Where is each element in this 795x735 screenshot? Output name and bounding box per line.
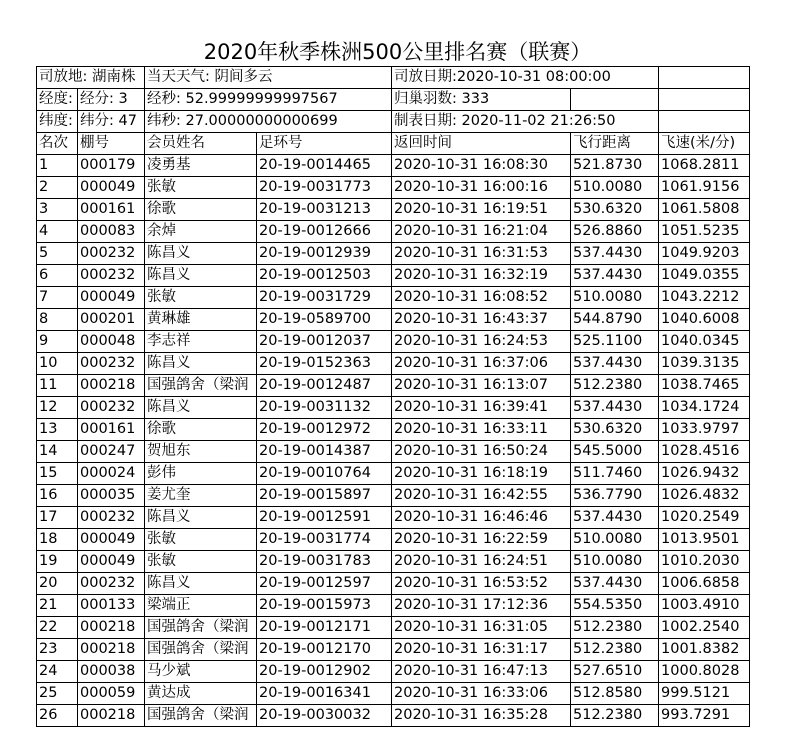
latitude-label: 纬度: <box>37 111 78 133</box>
speed-cell: 1040.6008 <box>659 309 750 331</box>
table-row <box>37 485 750 507</box>
empty-cell <box>659 67 750 89</box>
table-row <box>37 265 750 287</box>
return-time-cell: 2020-10-31 16:46:46 <box>392 507 571 529</box>
distance-cell: 525.1100 <box>571 331 659 353</box>
rank-cell: 7 <box>37 287 78 309</box>
member-name-cell: 陈昌义 <box>145 265 257 287</box>
member-name-cell: 张敏 <box>145 177 257 199</box>
distance-cell: 545.5000 <box>571 441 659 463</box>
distance-cell: 512.2380 <box>571 375 659 397</box>
rank-cell: 15 <box>37 463 78 485</box>
speed-cell: 993.7291 <box>659 705 750 727</box>
birds-returned: 归巢羽数: 333 <box>392 89 571 111</box>
ring-no-cell: 20-19-0589700 <box>257 309 392 331</box>
member-name-cell: 张敏 <box>145 551 257 573</box>
rank-cell: 6 <box>37 265 78 287</box>
header-distance: 飞行距离 <box>571 133 659 155</box>
rank-cell: 5 <box>37 243 78 265</box>
distance-cell: 537.4430 <box>571 243 659 265</box>
rank-cell: 11 <box>37 375 78 397</box>
return-time-cell: 2020-10-31 16:18:19 <box>392 463 571 485</box>
loft-no-cell: 000161 <box>78 419 145 441</box>
header-speed: 飞速(米/分) <box>659 133 750 155</box>
member-name-cell: 彭伟 <box>145 463 257 485</box>
loft-no-cell: 000218 <box>78 705 145 727</box>
return-time-cell: 2020-10-31 16:24:51 <box>392 551 571 573</box>
results-table <box>36 66 750 727</box>
speed-cell: 1061.5808 <box>659 199 750 221</box>
loft-no-cell: 000133 <box>78 595 145 617</box>
member-name-cell: 国强鸽舍（梁润 <box>145 375 257 397</box>
header-rank: 名次 <box>37 133 78 155</box>
table-row <box>37 595 750 617</box>
distance-cell: 537.4430 <box>571 353 659 375</box>
return-time-cell: 2020-10-31 16:39:41 <box>392 397 571 419</box>
speed-cell: 999.5121 <box>659 683 750 705</box>
member-name-cell: 徐歌 <box>145 419 257 441</box>
ring-no-cell: 20-19-0012170 <box>257 639 392 661</box>
distance-cell: 530.6320 <box>571 419 659 441</box>
loft-no-cell: 000049 <box>78 287 145 309</box>
return-time-cell: 2020-10-31 16:00:16 <box>392 177 571 199</box>
member-name-cell: 陈昌义 <box>145 397 257 419</box>
speed-cell: 1033.9797 <box>659 419 750 441</box>
rank-cell: 8 <box>37 309 78 331</box>
rank-cell: 17 <box>37 507 78 529</box>
loft-no-cell: 000024 <box>78 463 145 485</box>
info-row-latitude <box>37 111 750 133</box>
header-member-name: 会员姓名 <box>145 133 257 155</box>
loft-no-cell: 000035 <box>78 485 145 507</box>
loft-no-cell: 000038 <box>78 661 145 683</box>
member-name-cell: 余焯 <box>145 221 257 243</box>
speed-cell: 1034.1724 <box>659 397 750 419</box>
return-time-cell: 2020-10-31 16:31:53 <box>392 243 571 265</box>
empty-cell <box>571 89 659 111</box>
rank-cell: 2 <box>37 177 78 199</box>
table-row <box>37 463 750 485</box>
rank-cell: 4 <box>37 221 78 243</box>
rank-cell: 3 <box>37 199 78 221</box>
ring-no-cell: 20-19-0014465 <box>257 155 392 177</box>
return-time-cell: 2020-10-31 16:24:53 <box>392 331 571 353</box>
ring-no-cell: 20-19-0012902 <box>257 661 392 683</box>
distance-cell: 530.6320 <box>571 199 659 221</box>
member-name-cell: 国强鸽舍（梁润 <box>145 639 257 661</box>
table-row <box>37 199 750 221</box>
rank-cell: 10 <box>37 353 78 375</box>
header-loft-no: 棚号 <box>78 133 145 155</box>
return-time-cell: 2020-10-31 16:35:28 <box>392 705 571 727</box>
loft-no-cell: 000232 <box>78 243 145 265</box>
ring-no-cell: 20-19-0015973 <box>257 595 392 617</box>
info-row-longitude <box>37 89 750 111</box>
table-row <box>37 419 750 441</box>
table-row <box>37 397 750 419</box>
member-name-cell: 国强鸽舍（梁润 <box>145 617 257 639</box>
return-time-cell: 2020-10-31 16:31:05 <box>392 617 571 639</box>
member-name-cell: 梁端正 <box>145 595 257 617</box>
distance-cell: 512.2380 <box>571 639 659 661</box>
table-row <box>37 507 750 529</box>
rank-cell: 20 <box>37 573 78 595</box>
ring-no-cell: 20-19-0012666 <box>257 221 392 243</box>
speed-cell: 1006.6858 <box>659 573 750 595</box>
rank-cell: 24 <box>37 661 78 683</box>
distance-cell: 537.4430 <box>571 573 659 595</box>
return-time-cell: 2020-10-31 16:33:06 <box>392 683 571 705</box>
ring-no-cell: 20-19-0031783 <box>257 551 392 573</box>
return-time-cell: 2020-10-31 16:42:55 <box>392 485 571 507</box>
rank-cell: 14 <box>37 441 78 463</box>
distance-cell: 536.7790 <box>571 485 659 507</box>
loft-no-cell: 000232 <box>78 507 145 529</box>
rank-cell: 22 <box>37 617 78 639</box>
ring-no-cell: 20-19-0012487 <box>257 375 392 397</box>
distance-cell: 527.6510 <box>571 661 659 683</box>
longitude-minutes: 经分: 3 <box>78 89 145 111</box>
ring-no-cell: 20-19-0030032 <box>257 705 392 727</box>
speed-cell: 1040.0345 <box>659 331 750 353</box>
ring-no-cell: 20-19-0012171 <box>257 617 392 639</box>
loft-no-cell: 000218 <box>78 639 145 661</box>
distance-cell: 510.0080 <box>571 551 659 573</box>
return-time-cell: 2020-10-31 16:47:13 <box>392 661 571 683</box>
table-row <box>37 573 750 595</box>
distance-cell: 537.4430 <box>571 397 659 419</box>
table-made-date: 制表日期: 2020-11-02 21:26:50 <box>392 111 659 133</box>
ring-no-cell: 20-19-0012972 <box>257 419 392 441</box>
member-name-cell: 陈昌义 <box>145 507 257 529</box>
member-name-cell: 徐歌 <box>145 199 257 221</box>
return-time-cell: 2020-10-31 16:31:17 <box>392 639 571 661</box>
loft-no-cell: 000232 <box>78 397 145 419</box>
table-row <box>37 705 750 727</box>
longitude-label: 经度: <box>37 89 78 111</box>
member-name-cell: 张敏 <box>145 529 257 551</box>
distance-cell: 510.0080 <box>571 529 659 551</box>
loft-no-cell: 000048 <box>78 331 145 353</box>
return-time-cell: 2020-10-31 16:21:04 <box>392 221 571 243</box>
return-time-cell: 2020-10-31 16:08:30 <box>392 155 571 177</box>
table-row <box>37 661 750 683</box>
member-name-cell: 姜尤奎 <box>145 485 257 507</box>
member-name-cell: 国强鸽舍（梁润 <box>145 705 257 727</box>
ring-no-cell: 20-19-0031213 <box>257 199 392 221</box>
speed-cell: 1002.2540 <box>659 617 750 639</box>
ring-no-cell: 20-19-0012597 <box>257 573 392 595</box>
member-name-cell: 陈昌义 <box>145 243 257 265</box>
speed-cell: 1026.9432 <box>659 463 750 485</box>
loft-no-cell: 000232 <box>78 265 145 287</box>
return-time-cell: 2020-10-31 16:22:59 <box>392 529 571 551</box>
release-location: 司放地: 湖南株 <box>37 67 145 89</box>
return-time-cell: 2020-10-31 16:13:07 <box>392 375 571 397</box>
table-row <box>37 221 750 243</box>
return-time-cell: 2020-10-31 16:43:37 <box>392 309 571 331</box>
loft-no-cell: 000049 <box>78 177 145 199</box>
ring-no-cell: 20-19-0012037 <box>257 331 392 353</box>
return-time-cell: 2020-10-31 16:19:51 <box>392 199 571 221</box>
return-time-cell: 2020-10-31 16:53:52 <box>392 573 571 595</box>
loft-no-cell: 000232 <box>78 353 145 375</box>
return-time-cell: 2020-10-31 16:50:24 <box>392 441 571 463</box>
distance-cell: 544.8790 <box>571 309 659 331</box>
rank-cell: 25 <box>37 683 78 705</box>
ring-no-cell: 20-19-0152363 <box>257 353 392 375</box>
rank-cell: 16 <box>37 485 78 507</box>
rank-cell: 19 <box>37 551 78 573</box>
distance-cell: 521.8730 <box>571 155 659 177</box>
latitude-minutes: 纬分: 47 <box>78 111 145 133</box>
ring-no-cell: 20-19-0012939 <box>257 243 392 265</box>
ring-no-cell: 20-19-0016341 <box>257 683 392 705</box>
table-row <box>37 639 750 661</box>
loft-no-cell: 000049 <box>78 529 145 551</box>
speed-cell: 1020.2549 <box>659 507 750 529</box>
latitude-seconds: 纬秒: 27.00000000000699 <box>145 111 392 133</box>
speed-cell: 1043.2212 <box>659 287 750 309</box>
ring-no-cell: 20-19-0014387 <box>257 441 392 463</box>
page-title: 2020年秋季株洲500公里排名赛（联赛） <box>203 40 592 64</box>
ring-no-cell: 20-19-0031729 <box>257 287 392 309</box>
distance-cell: 554.5350 <box>571 595 659 617</box>
speed-cell: 1049.9203 <box>659 243 750 265</box>
weather: 当天天气: 阴间多云 <box>145 67 392 89</box>
member-name-cell: 黄琳雄 <box>145 309 257 331</box>
speed-cell: 1068.2811 <box>659 155 750 177</box>
rank-cell: 18 <box>37 529 78 551</box>
rank-cell: 21 <box>37 595 78 617</box>
info-row-release <box>37 67 750 89</box>
table-row <box>37 287 750 309</box>
table-row <box>37 683 750 705</box>
loft-no-cell: 000218 <box>78 375 145 397</box>
rank-cell: 26 <box>37 705 78 727</box>
return-time-cell: 2020-10-31 16:32:19 <box>392 265 571 287</box>
table-row <box>37 155 750 177</box>
member-name-cell: 贺旭东 <box>145 441 257 463</box>
loft-no-cell: 000161 <box>78 199 145 221</box>
loft-no-cell: 000232 <box>78 573 145 595</box>
speed-cell: 1039.3135 <box>659 353 750 375</box>
header-return-time: 返回时间 <box>392 133 571 155</box>
speed-cell: 1010.2030 <box>659 551 750 573</box>
distance-cell: 511.7460 <box>571 463 659 485</box>
distance-cell: 537.4430 <box>571 507 659 529</box>
column-header-row <box>37 133 750 155</box>
ring-no-cell: 20-19-0031132 <box>257 397 392 419</box>
member-name-cell: 李志祥 <box>145 331 257 353</box>
speed-cell: 1026.4832 <box>659 485 750 507</box>
distance-cell: 512.2380 <box>571 705 659 727</box>
return-time-cell: 2020-10-31 17:12:36 <box>392 595 571 617</box>
return-time-cell: 2020-10-31 16:37:06 <box>392 353 571 375</box>
rank-cell: 12 <box>37 397 78 419</box>
rank-cell: 1 <box>37 155 78 177</box>
ring-no-cell: 20-19-0012503 <box>257 265 392 287</box>
speed-cell: 1049.0355 <box>659 265 750 287</box>
loft-no-cell: 000059 <box>78 683 145 705</box>
table-row <box>37 243 750 265</box>
ring-no-cell: 20-19-0015897 <box>257 485 392 507</box>
speed-cell: 1000.8028 <box>659 661 750 683</box>
return-time-cell: 2020-10-31 16:33:11 <box>392 419 571 441</box>
member-name-cell: 黄达成 <box>145 683 257 705</box>
loft-no-cell: 000201 <box>78 309 145 331</box>
speed-cell: 1003.4910 <box>659 595 750 617</box>
distance-cell: 512.8580 <box>571 683 659 705</box>
table-row <box>37 375 750 397</box>
table-row <box>37 617 750 639</box>
ring-no-cell: 20-19-0031773 <box>257 177 392 199</box>
distance-cell: 537.4430 <box>571 265 659 287</box>
table-row <box>37 551 750 573</box>
distance-cell: 512.2380 <box>571 617 659 639</box>
member-name-cell: 凌勇基 <box>145 155 257 177</box>
member-name-cell: 张敏 <box>145 287 257 309</box>
distance-cell: 526.8860 <box>571 221 659 243</box>
loft-no-cell: 000179 <box>78 155 145 177</box>
loft-no-cell: 000083 <box>78 221 145 243</box>
rank-cell: 13 <box>37 419 78 441</box>
loft-no-cell: 000218 <box>78 617 145 639</box>
loft-no-cell: 000247 <box>78 441 145 463</box>
member-name-cell: 陈昌义 <box>145 573 257 595</box>
table-row <box>37 441 750 463</box>
empty-cell <box>659 89 750 111</box>
member-name-cell: 马少斌 <box>145 661 257 683</box>
header-ring-no: 足环号 <box>257 133 392 155</box>
speed-cell: 1038.7465 <box>659 375 750 397</box>
distance-cell: 510.0080 <box>571 287 659 309</box>
table-row <box>37 309 750 331</box>
table-row <box>37 331 750 353</box>
loft-no-cell: 000049 <box>78 551 145 573</box>
longitude-seconds: 经秒: 52.99999999997567 <box>145 89 392 111</box>
speed-cell: 1028.4516 <box>659 441 750 463</box>
ring-no-cell: 20-19-0031774 <box>257 529 392 551</box>
table-row <box>37 353 750 375</box>
speed-cell: 1001.8382 <box>659 639 750 661</box>
member-name-cell: 陈昌义 <box>145 353 257 375</box>
speed-cell: 1051.5235 <box>659 221 750 243</box>
empty-cell <box>659 111 750 133</box>
release-date: 司放日期:2020-10-31 08:00:00 <box>392 67 659 89</box>
table-row <box>37 177 750 199</box>
speed-cell: 1013.9501 <box>659 529 750 551</box>
return-time-cell: 2020-10-31 16:08:52 <box>392 287 571 309</box>
rank-cell: 9 <box>37 331 78 353</box>
ring-no-cell: 20-19-0010764 <box>257 463 392 485</box>
table-row <box>37 529 750 551</box>
speed-cell: 1061.9156 <box>659 177 750 199</box>
distance-cell: 510.0080 <box>571 177 659 199</box>
ring-no-cell: 20-19-0012591 <box>257 507 392 529</box>
rank-cell: 23 <box>37 639 78 661</box>
